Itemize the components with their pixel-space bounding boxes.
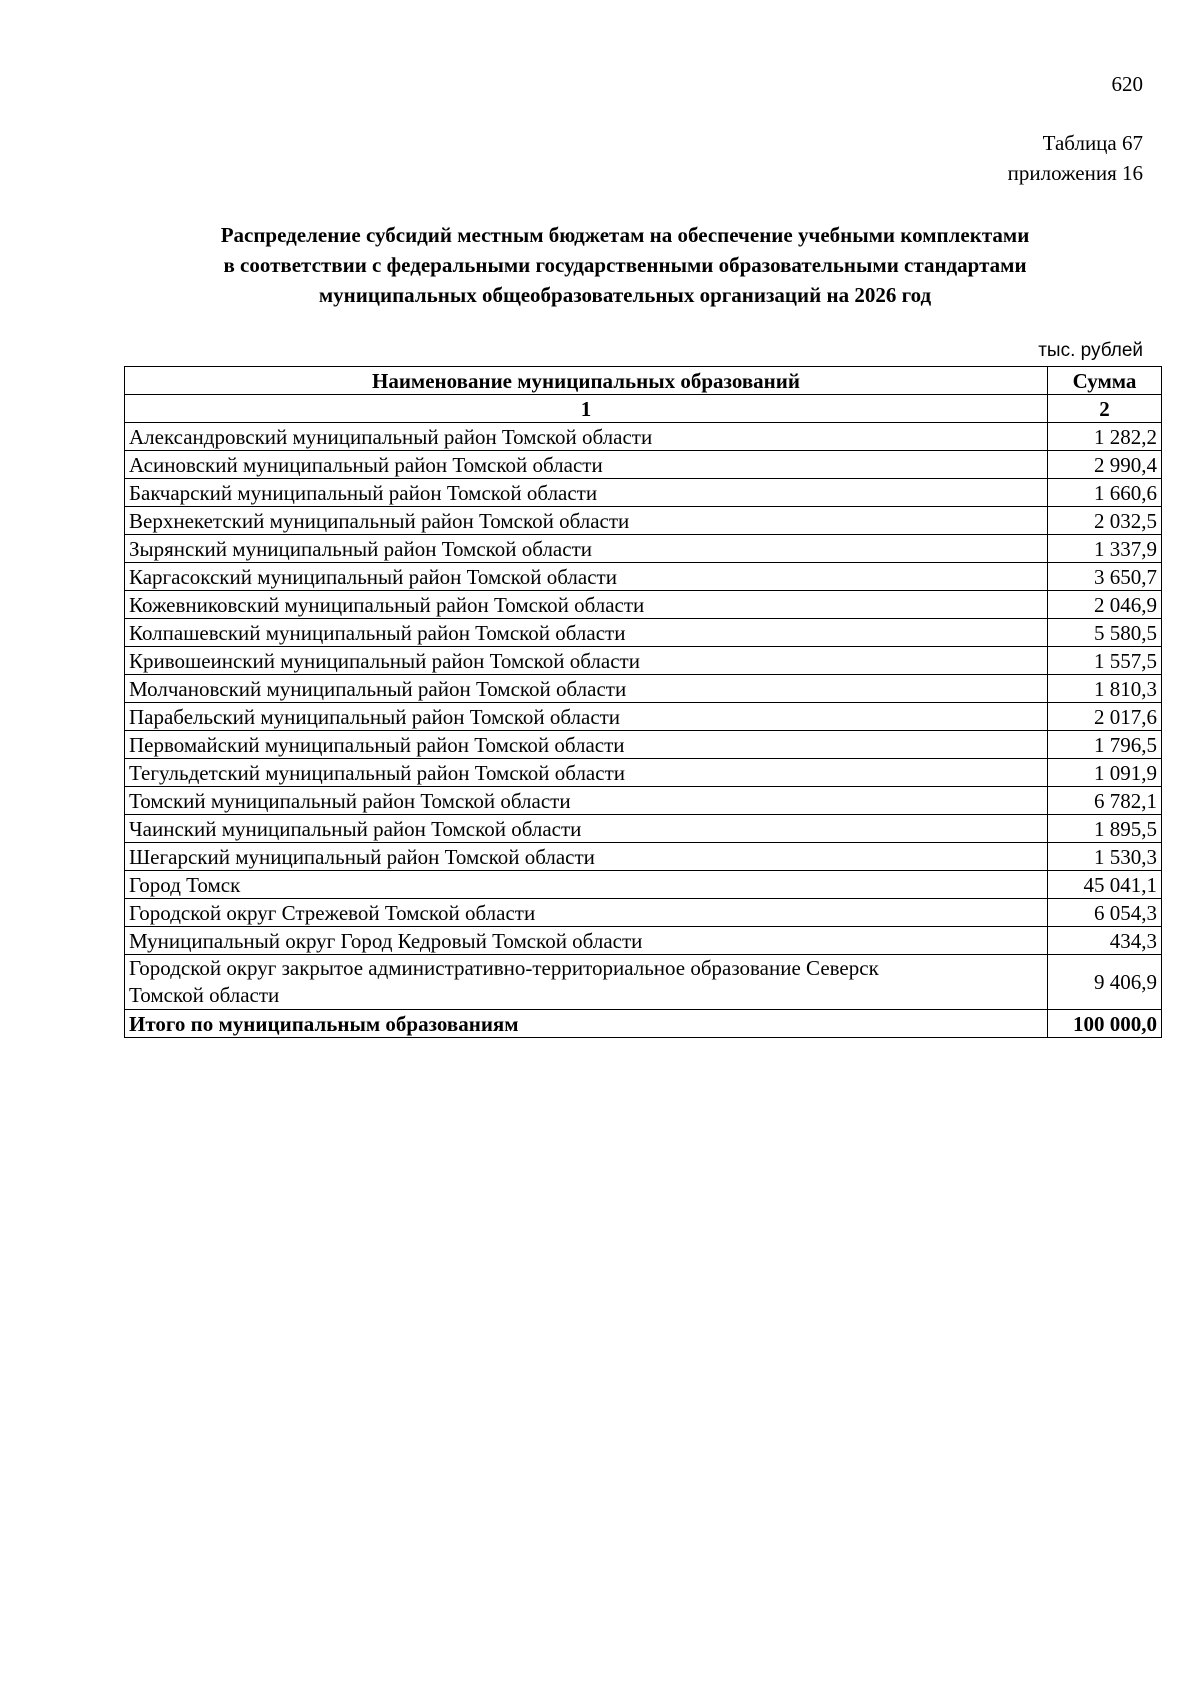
table-row bbox=[125, 507, 1162, 535]
table-row bbox=[125, 899, 1162, 927]
row-name-line-1: Городской округ закрытое административно-территориальное образование Северск bbox=[129, 956, 879, 980]
row-name: Асиновский муниципальный район Томской области bbox=[125, 451, 1048, 479]
header-sum-cell: Сумма bbox=[1048, 367, 1162, 395]
row-sum: 1 282,2 bbox=[1048, 423, 1162, 451]
row-sum: 1 091,9 bbox=[1048, 759, 1162, 787]
row-name: Муниципальный округ Город Кедровый Томской области bbox=[125, 927, 1048, 955]
row-sum: 2 017,6 bbox=[1048, 703, 1162, 731]
row-name: Зырянский муниципальный район Томской области bbox=[125, 535, 1048, 563]
row-sum: 1 337,9 bbox=[1048, 535, 1162, 563]
header-name-cell: Наименование муниципальных образований bbox=[125, 367, 1048, 395]
table-header-row bbox=[125, 367, 1162, 395]
row-name: Город Томск bbox=[125, 871, 1048, 899]
table-row bbox=[125, 815, 1162, 843]
row-name: Томский муниципальный район Томской области bbox=[125, 787, 1048, 815]
row-name: Тегульдетский муниципальный район Томской области bbox=[125, 759, 1048, 787]
row-name: Молчановский муниципальный район Томской области bbox=[125, 675, 1048, 703]
row-sum: 2 046,9 bbox=[1048, 591, 1162, 619]
row-name: Чаинский муниципальный район Томской области bbox=[125, 815, 1048, 843]
total-name: Итого по муниципальным образованиям bbox=[125, 1010, 1048, 1038]
row-sum: 1 530,3 bbox=[1048, 843, 1162, 871]
row-name: Бакчарский муниципальный район Томской области bbox=[125, 479, 1048, 507]
table-row bbox=[125, 759, 1162, 787]
document-title-line-1: Распределение субсидий местным бюджетам на обеспечение учебными комплектами bbox=[220, 223, 1030, 247]
column-number-row bbox=[125, 395, 1162, 423]
row-sum: 3 650,7 bbox=[1048, 563, 1162, 591]
row-name: Александровский муниципальный район Томской области bbox=[125, 423, 1048, 451]
row-sum: 45 041,1 bbox=[1048, 871, 1162, 899]
row-name-line-2: Томской области bbox=[129, 983, 280, 1007]
row-sum: 9 406,9 bbox=[1048, 955, 1162, 1010]
table-row bbox=[125, 927, 1162, 955]
row-name bbox=[125, 955, 1048, 1010]
row-sum: 6 782,1 bbox=[1048, 787, 1162, 815]
row-sum: 434,3 bbox=[1048, 927, 1162, 955]
row-sum: 5 580,5 bbox=[1048, 619, 1162, 647]
row-sum: 2 990,4 bbox=[1048, 451, 1162, 479]
document-title-line-2: в соответствии с федеральными государственными образовательными стандартами bbox=[223, 253, 1027, 277]
total-row bbox=[125, 1010, 1162, 1038]
table-row bbox=[125, 563, 1162, 591]
row-name: Верхнекетский муниципальный район Томской области bbox=[125, 507, 1048, 535]
table-row bbox=[125, 703, 1162, 731]
row-sum: 1 660,6 bbox=[1048, 479, 1162, 507]
table-reference-appendix: приложения 16 bbox=[1007, 161, 1143, 185]
table-reference-number: Таблица 67 bbox=[1042, 131, 1143, 155]
table-row bbox=[125, 647, 1162, 675]
row-sum: 2 032,5 bbox=[1048, 507, 1162, 535]
table-row bbox=[125, 787, 1162, 815]
table-reference bbox=[1008, 128, 1143, 188]
column-number-name: 1 bbox=[125, 395, 1048, 423]
subsidy-table bbox=[124, 366, 1162, 1038]
row-name: Шегарский муниципальный район Томской области bbox=[125, 843, 1048, 871]
row-name: Каргасокский муниципальный район Томской области bbox=[125, 563, 1048, 591]
row-name: Парабельский муниципальный район Томской области bbox=[125, 703, 1048, 731]
row-name: Городской округ Стрежевой Томской области bbox=[125, 899, 1048, 927]
table-row bbox=[125, 591, 1162, 619]
row-name: Первомайский муниципальный район Томской области bbox=[125, 731, 1048, 759]
units-label: тыс. рублей bbox=[1038, 340, 1143, 361]
column-number-sum: 2 bbox=[1048, 395, 1162, 423]
row-name: Кривошеинский муниципальный район Томской области bbox=[125, 647, 1048, 675]
table-row bbox=[125, 423, 1162, 451]
table-row bbox=[125, 843, 1162, 871]
table-row bbox=[125, 675, 1162, 703]
table-row bbox=[125, 451, 1162, 479]
table-row bbox=[125, 871, 1162, 899]
row-sum: 1 557,5 bbox=[1048, 647, 1162, 675]
page-number: 620 bbox=[1111, 72, 1143, 96]
row-sum: 1 796,5 bbox=[1048, 731, 1162, 759]
table-row bbox=[125, 535, 1162, 563]
table-row bbox=[125, 619, 1162, 647]
table-row bbox=[125, 731, 1162, 759]
document-title-line-3: муниципальных общеобразовательных организаций на 2026 год bbox=[318, 283, 932, 307]
table-row bbox=[125, 955, 1162, 1010]
row-name: Кожевниковский муниципальный район Томской области bbox=[125, 591, 1048, 619]
table-row bbox=[125, 479, 1162, 507]
row-sum: 1 895,5 bbox=[1048, 815, 1162, 843]
row-sum: 1 810,3 bbox=[1048, 675, 1162, 703]
row-sum: 6 054,3 bbox=[1048, 899, 1162, 927]
total-sum: 100 000,0 bbox=[1048, 1010, 1162, 1038]
document-title bbox=[110, 220, 1140, 310]
row-name: Колпашевский муниципальный район Томской области bbox=[125, 619, 1048, 647]
